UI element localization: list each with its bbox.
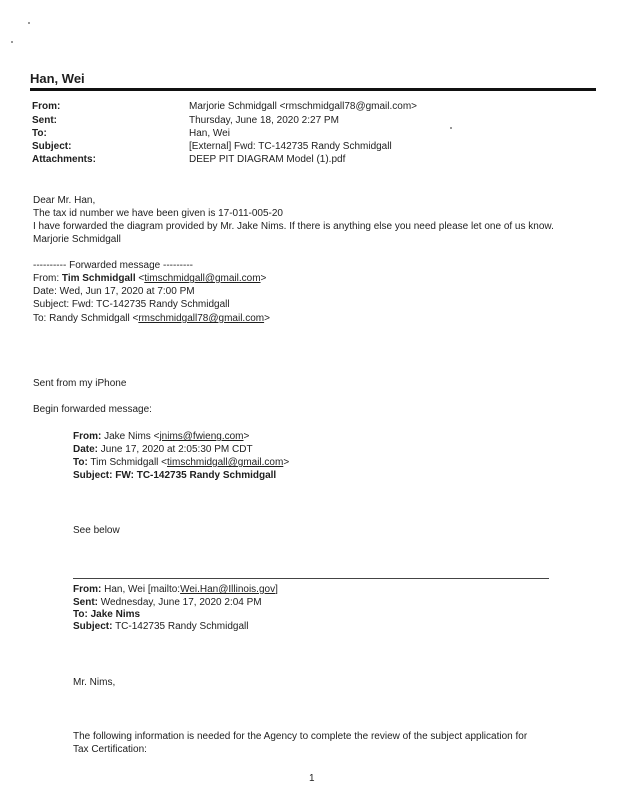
fwd1-date: Date: Wed, Jun 17, 2020 at 7:00 PM: [33, 286, 195, 297]
fwd2-date-line: [73, 444, 253, 455]
salutation: Dear Mr. Han,: [33, 195, 96, 206]
fwd2-date-label: Date:: [73, 444, 99, 455]
fwd2-from-email-link[interactable]: jnims@fwieng.com: [159, 431, 244, 442]
fwd3-to-label: To:: [73, 609, 88, 620]
fwd2-subject-line: [73, 470, 276, 481]
separator-rule: [73, 578, 549, 579]
scan-speck: [450, 127, 452, 129]
fwd3-to-value: Jake Nims: [90, 609, 141, 620]
signature: Marjorie Schmidgall: [33, 234, 121, 245]
body-line-tax-id: The tax id number we have been given is 17-011-005-20: [33, 208, 283, 219]
fwd3-from-email-link[interactable]: Wei.Han@Illinois.gov: [180, 584, 276, 595]
page-number: 1: [309, 773, 315, 784]
attachments-label: Attachments:: [32, 154, 96, 165]
fwd3-paragraph-line2: Tax Certification:: [73, 744, 147, 755]
from-value: Marjorie Schmidgall <rmschmidgall78@gmail.com>: [189, 101, 418, 112]
fwd2-date-value: June 17, 2020 at 2:05:30 PM CDT: [100, 444, 253, 455]
subject-value: [External] Fwd: TC-142735 Randy Schmidgall: [189, 141, 392, 152]
fwd3-subject-line: [73, 621, 248, 632]
fwd3-to-line: [73, 609, 140, 620]
fwd2-from-line: From: Jake Nims <jnims@fwieng.com>: [73, 431, 250, 442]
fwd3-paragraph-line1: The following information is needed for the Agency to complete the review of the subject application for: [73, 731, 528, 742]
fwd2-subject-label: Subject:: [73, 470, 113, 481]
fwd3-sent-value: Wednesday, June 17, 2020 2:04 PM: [100, 597, 262, 608]
fwd1-to-email-link[interactable]: rmschmidgall78@gmail.com: [138, 313, 265, 324]
body-line-forwarded: I have forwarded the diagram provided by Mr. Jake Nims. If there is anything else you need please let one of us know.: [33, 221, 554, 232]
mailbox-owner-title: Han, Wei: [30, 71, 85, 86]
fwd2-from-name: Jake Nims: [104, 431, 151, 442]
fwd3-subject-value: TC-142735 Randy Schmidgall: [115, 621, 249, 632]
to-value: Han, Wei: [189, 128, 230, 139]
fwd3-from-name: Han, Wei [mailto:: [104, 584, 181, 595]
fwd2-to-label: To:: [73, 457, 88, 468]
fwd2-subject-value: FW: TC-142735 Randy Schmidgall: [115, 470, 277, 481]
fwd3-from-label: From:: [73, 584, 102, 595]
attachment-file[interactable]: DEEP PIT DIAGRAM Model (1).pdf: [189, 154, 346, 165]
fwd3-from-line: [73, 584, 278, 595]
fwd3-sent-label: Sent:: [73, 597, 98, 608]
from-label: From:: [32, 101, 61, 112]
fwd1-from-name: Tim Schmidgall: [61, 273, 136, 284]
fwd1-subject: Subject: Fwd: TC-142735 Randy Schmidgall: [33, 299, 230, 310]
fwd1-from-email-link[interactable]: timschmidgall@gmail.com: [144, 273, 261, 284]
fwd3-greeting: Mr. Nims,: [73, 677, 116, 688]
fwd1-to-line: To: Randy Schmidgall <rmschmidgall78@gmail.com>: [33, 313, 270, 324]
sent-value: Thursday, June 18, 2020 2:27 PM: [189, 115, 339, 126]
to-label: To:: [32, 128, 47, 139]
fwd2-to-name: Tim Schmidgall: [90, 457, 159, 468]
fwd1-to-prefix: To: Randy Schmidgall: [33, 313, 130, 324]
scan-speck: [28, 22, 30, 24]
sent-label: Sent:: [32, 115, 57, 126]
forwarded-banner: ---------- Forwarded message ---------: [33, 260, 193, 271]
begin-forwarded: Begin forwarded message:: [33, 404, 152, 415]
fwd2-from-label: From:: [73, 431, 102, 442]
sent-from-iphone: Sent from my iPhone: [33, 378, 127, 389]
see-below: See below: [73, 525, 120, 536]
fwd1-from-line: From: Tim Schmidgall <timschmidgall@gmail.com>: [33, 273, 267, 284]
fwd3-sent-line: [73, 597, 262, 608]
fwd2-to-line: To: Tim Schmidgall <timschmidgall@gmail.com>: [73, 457, 290, 468]
title-rule: [30, 88, 596, 91]
fwd1-from-label: From:: [33, 273, 60, 284]
fwd3-subject-label: Subject:: [73, 621, 113, 632]
scan-speck: [11, 41, 13, 43]
fwd3-from-close: ]: [275, 584, 278, 595]
subject-label: Subject:: [32, 141, 72, 152]
fwd2-to-email-link[interactable]: timschmidgall@gmail.com: [167, 457, 284, 468]
